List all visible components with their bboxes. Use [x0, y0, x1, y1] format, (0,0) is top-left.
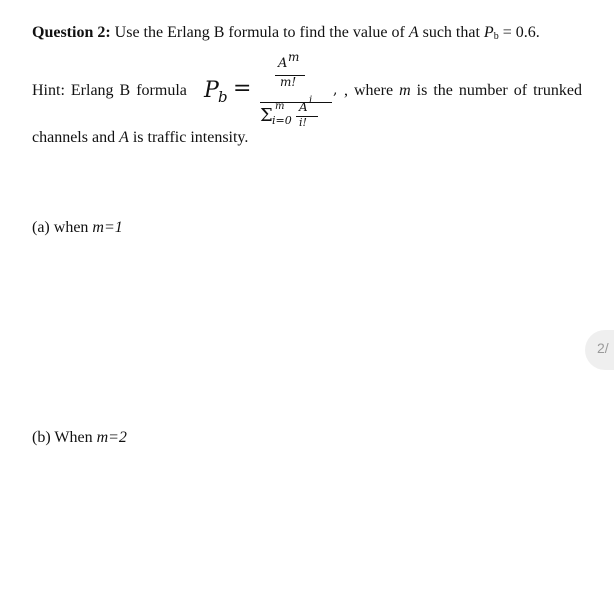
part-a [32, 218, 123, 238]
formula-sum-upper: m [275, 101, 285, 112]
formula-lhs: P [204, 78, 219, 103]
question-text: Use the Erlang B formula to find the value of [110, 24, 409, 41]
hint-where: , where [344, 82, 400, 99]
page-indicator: 2/ [597, 340, 609, 356]
part-a-prefix: (a) when [32, 219, 93, 236]
hint-cont-var-A: A [119, 129, 129, 146]
formula-sum-lower: i=0 [272, 114, 292, 127]
hint-cont-text: channels and [32, 129, 120, 146]
var-P: P [483, 24, 494, 41]
var-P-subscript: b [493, 31, 499, 42]
formula-num-den: m! [280, 75, 297, 89]
question-text-such-that: such that [418, 24, 484, 41]
formula-main-fraction-bar [260, 102, 332, 103]
part-a-expression: m=1 [92, 219, 123, 236]
var-A: A [408, 24, 419, 41]
question-value: = 0.6. [498, 24, 540, 41]
formula-term-den: i! [299, 116, 307, 129]
hint-cont-rest: is traffic intensity. [128, 129, 249, 146]
formula-num-exp: m [288, 50, 300, 64]
formula-sum-symbol: Σ [260, 105, 273, 126]
hint-var-m: m [399, 82, 411, 99]
formula-lhs-subscript: b [218, 88, 228, 106]
hint-label: Hint: Erlang B formula [32, 82, 187, 99]
part-b-expression: m=2 [96, 429, 127, 446]
formula-comma: , [333, 82, 338, 98]
erlang-b-formula [200, 50, 340, 130]
part-b [32, 428, 127, 448]
hint-continuation [32, 128, 248, 148]
hint-rest: is the number of trunked [410, 82, 582, 99]
formula-term-base: A [299, 100, 308, 114]
question-label: Question 2: [32, 24, 111, 41]
formula-term-exp: i [309, 95, 313, 106]
hint-where-clause [344, 81, 582, 101]
formula-equals: = [233, 76, 252, 101]
question-statement [32, 23, 540, 43]
formula-num-base: A [278, 56, 288, 71]
part-b-prefix: (b) When [32, 429, 97, 446]
